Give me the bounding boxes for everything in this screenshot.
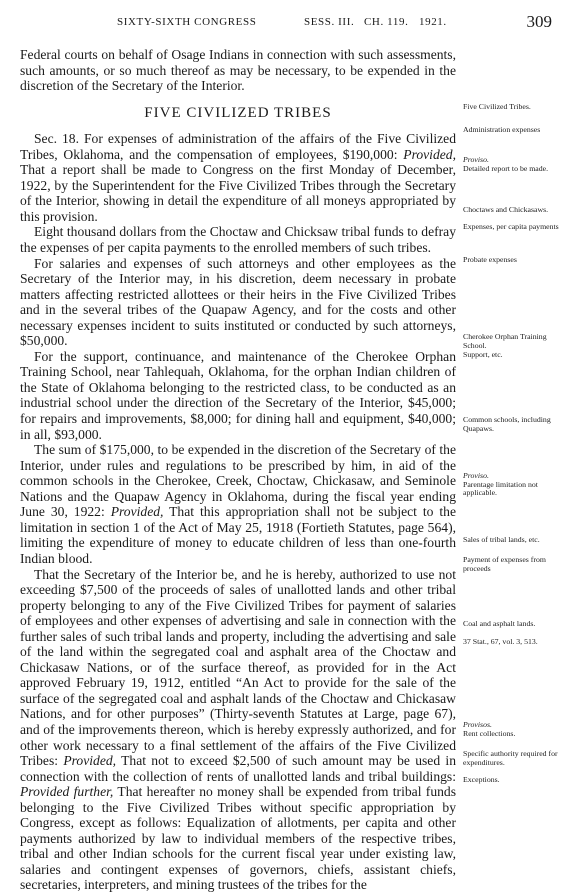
margin-note-report [463, 156, 561, 173]
header-chapter: CH. 119. [364, 16, 409, 28]
lands-proviso: Provided, [63, 753, 117, 769]
margin-note-parentage-proviso: Proviso. [463, 471, 489, 480]
margin-note-orphan-school: Cherokee Orphan Training School. [463, 332, 547, 350]
margin-note-payment: Payment of expenses from proceeds [463, 555, 546, 573]
margin-note-report-text: Detailed report to be made. [463, 163, 549, 173]
margin-note-choctaws: Choctaws and Chickasaws. [463, 205, 549, 214]
margin-note-administration: Administration expenses [463, 125, 541, 134]
margin-note-sales: Sales of tribal lands, etc. [463, 535, 540, 544]
margin-note-rent [463, 721, 561, 738]
margin-note-report-proviso: Proviso. [463, 155, 489, 164]
schools-text-b: That this appropriation shall not be subject to the limitation in section 1 of the Act of May 25, 1918 (Fortieth Statutes, page 564), limiting the expenditure of money to educate children of less than one-fourth Indian blood. [20, 504, 456, 566]
margin-note-coal: Coal and asphalt lands. [463, 619, 536, 628]
margin-note-support: Support, etc. [463, 350, 503, 359]
margin-note-exceptions: Exceptions. [463, 775, 500, 784]
sec18-text-b: That a report shall be made to Congress on the first Monday of December, 1922, by the Superintendent for the Five Civilized Tribes through the Secretary of the Interior, showing in detail the expenditure of all moneys appropriated by this provision. [20, 162, 456, 224]
lands-text-c: That hereafter no money shall be expended from tribal funds belonging to the Five Civilized Tribes without specific appropriation by Congress, except as follows: Equalization of allotments, per capita and other payments authorized by law to individual members of the respective tribes, tribal and other Indian schools for the current fiscal year under existing law, salaries and contingent expenses of governors, chiefs, assistant chiefs, secretaries, interpreters, and mining trustees of the tribes for the [20, 784, 456, 893]
margin-note-rent-text: Rent collections. [463, 728, 516, 738]
schools-text-a: The sum of $175,000, to be expended in the discretion of the Secretary of the Interior, under rules and regulations to be prescribed by him, in aid of the common schools in the Cherokee, Creek, Choctaw, Chickasaw, and Seminole Nations and the Quapaw Agency in Oklahoma, during the fiscal year ending June 30, 1922: [20, 442, 456, 520]
margin-note-probate: Probate expenses [463, 255, 517, 264]
header-year: 1921. [419, 16, 447, 28]
margin-note-per-capita: Expenses, per capita payments [463, 222, 559, 231]
lands-paragraph [20, 567, 456, 893]
margin-note-rent-provisos: Provisos. [463, 720, 492, 729]
intro-paragraph: Federal courts on behalf of Osage Indians in connection with such assessments, such amounts, or so much thereof as may be necessary, to be expended in the discretion of the Secretary of the Interior. [20, 47, 456, 94]
choctaw-paragraph: Eight thousand dollars from the Choctaw and Chicksaw tribal funds to defray the expenses of per capita payments to the enrolled members of such tribes. [20, 224, 456, 256]
section-title: FIVE CIVILIZED TRIBES [144, 104, 332, 121]
margin-note-five-tribes: Five Civilized Tribes. [463, 102, 531, 111]
cherokee-paragraph: For the support, continuance, and maintenance of the Cherokee Orphan Training School, near Tahlequah, Oklahoma, for the orphan Indian children of the State of Oklahoma belonging to the restricted class, to be conducted as an industrial school under the direction of the Secretary of the Interior, $45,000; for repairs and improvements, $8,000; for dining hall and equipment, $40,000; in all, $93,000. [20, 348, 456, 442]
margin-note-specific-authority: Specific authority required for expenditures. [463, 749, 558, 767]
lands-text-b: That not to exceed $2,500 of such amount may be used in connection with the collection of rents of unallotted lands and tribal buildings: [20, 753, 456, 784]
attorneys-paragraph: For salaries and expenses of such attorneys and other employees as the Secretary of the Interior may, in his discretion, deem necessary in probate matters affecting restricted allottees or their heirs in the Five Civilized Tribes and in the several tribes of the Quapaw Agency, and for the costs and other necessary expenses incident to suits instituted or conducted by such attorneys, $50,000. [20, 255, 456, 349]
running-header [22, 14, 552, 34]
page-number: 309 [526, 12, 552, 31]
lands-proviso-further: Provided further, [20, 784, 114, 800]
schools-proviso: Provided, [110, 504, 164, 520]
schools-paragraph [20, 442, 456, 566]
margin-note-statute-ref: 37 Stat., 67, vol. 3, 513. [463, 637, 538, 646]
sec18-text-a: Sec. 18. For expenses of administration of the affairs of the Five Civilized Tribes, Oklahoma, and the compensation of employees, $190,000: [20, 131, 456, 162]
sec18-paragraph [20, 131, 456, 224]
lands-text-a: That the Secretary of the Interior be, and he is hereby, authorized to use not exceeding $7,500 of the proceeds of sales of unallotted lands and other tribal property belonging to any of the Five Civilized Tribes for payment of salaries of employees and other expenses of advertising and sale in connection with the further sales of such tribal lands and property, including the advertising and sale of the land within the segregated coal and asphalt area of the Choctaw and Chickasaw Nations, or of the surface thereof, as provided for in the Act approved February 19, 1912, entitled “An Act to provide for the sale of the surface of the segregated coal and asphalt lands of the Choctaw and Chickasaw Nations, and for other purposes” (Thirty-seventh Statutes at Large, page 67), and of the improvements thereon, which is hereby expressly authorized, and for other work necessary to a final settlement of the affairs of the Five Civilized Tribes: [20, 566, 456, 769]
margin-note-parentage-text: Parentage limitation not applicable. [463, 479, 538, 498]
margin-note-parentage [463, 472, 561, 498]
header-session: SESS. III. [304, 16, 355, 28]
body-text [20, 47, 456, 893]
margin-note-common-schools: Common schools, including Quapaws. [463, 415, 551, 433]
sec18-proviso: Provided, [403, 146, 456, 162]
header-congress: SIXTY-SIXTH CONGRESS [117, 16, 257, 28]
